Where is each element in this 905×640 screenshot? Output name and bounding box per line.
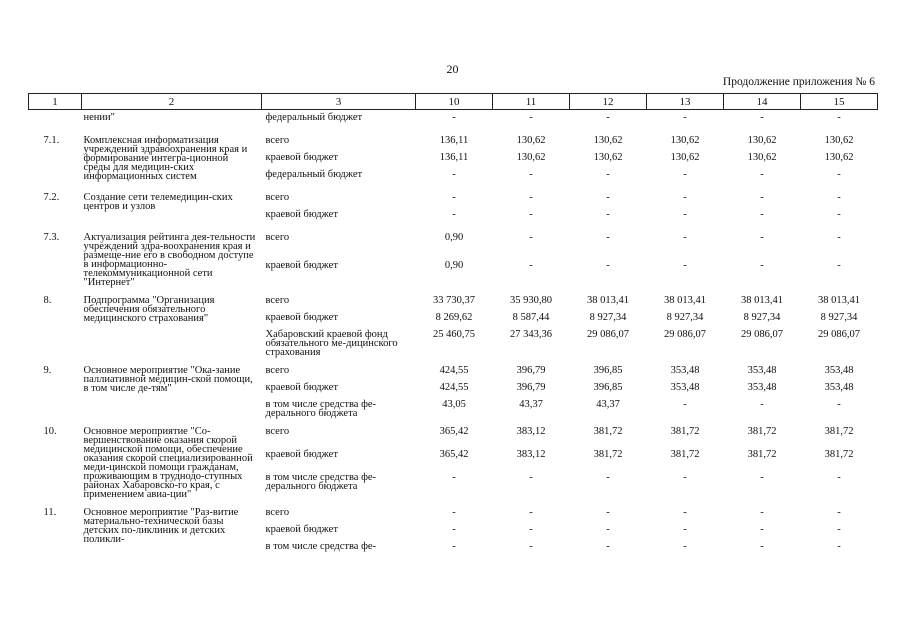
value-cell-11: 130,62 — [516, 151, 546, 163]
value-cell-12: 130,62 — [593, 134, 623, 146]
funding-source: краевой бюджет — [265, 208, 338, 220]
table-row — [29, 110, 878, 127]
value-cell-15: - — [837, 523, 841, 535]
value-cell-10: 43,05 — [442, 398, 466, 410]
value-cell-14: 38 013,41 — [741, 294, 783, 306]
value-cell-13: - — [683, 540, 687, 552]
value-cell-13: 38 013,41 — [664, 294, 706, 306]
value-cell-13: 29 086,07 — [664, 328, 706, 340]
value-cell-14: 381,72 — [747, 448, 777, 460]
value-cell-14: - — [760, 231, 764, 243]
table-row — [29, 363, 878, 380]
value-cell-11: 383,12 — [516, 425, 546, 437]
value-cell-15: 29 086,07 — [818, 328, 860, 340]
value-cell-12: 396,85 — [593, 364, 623, 376]
value-cell-13: - — [683, 471, 687, 483]
value-cell-14: 353,48 — [747, 381, 777, 393]
value-cell-12: - — [606, 506, 610, 518]
row-number: 7.1. — [43, 134, 60, 146]
value-cell-12: 381,72 — [593, 448, 623, 460]
value-cell-12: 38 013,41 — [587, 294, 629, 306]
value-cell-13: - — [683, 191, 687, 203]
row-number: 11. — [43, 506, 57, 518]
value-cell-13: - — [683, 260, 687, 271]
column-header-14: 14 — [724, 94, 801, 110]
value-cell-15: - — [837, 112, 841, 123]
value-cell-13: - — [683, 523, 687, 535]
table-row — [29, 505, 878, 522]
value-cell-11: 27 343,36 — [510, 328, 552, 340]
value-cell-10: 424,55 — [439, 381, 469, 393]
value-cell-10: 365,42 — [439, 425, 469, 437]
funding-source: всего — [265, 231, 290, 243]
table-body — [29, 110, 878, 556]
value-cell-12: - — [606, 540, 610, 552]
value-cell-13: 130,62 — [670, 151, 700, 163]
value-cell-10: - — [452, 208, 456, 220]
value-cell-10: 0,90 — [444, 231, 464, 243]
continuation-label: Продолжение приложения № 6 — [722, 76, 875, 88]
row-number: 10. — [43, 425, 57, 437]
activity-name: Создание сети телемедицин-ских центров и узлов — [83, 191, 233, 212]
activity-name: Комплексная информатизация учреждений здравоохранения края и формирование интегра-ционной среды для медицин-ских информационных систем — [83, 134, 248, 182]
value-cell-12: - — [606, 112, 610, 123]
value-cell-14: 8 927,34 — [743, 311, 781, 323]
row-number: 7.2. — [43, 191, 60, 203]
value-cell-14: - — [760, 260, 764, 271]
value-cell-13: 381,72 — [670, 448, 700, 460]
value-cell-14: - — [760, 191, 764, 203]
value-cell-14: - — [760, 112, 764, 123]
value-cell-15: - — [837, 191, 841, 203]
value-cell-14: 130,62 — [747, 151, 777, 163]
value-cell-15: - — [837, 471, 841, 483]
value-cell-15: 353,48 — [824, 364, 854, 376]
column-header-3: 3 — [262, 94, 416, 110]
funding-source: Хабаровский краевой фонд обязательного ме-дицинского страхования — [265, 328, 398, 358]
value-cell-15: - — [837, 398, 841, 410]
value-cell-13: - — [683, 398, 687, 410]
row-number — [29, 110, 82, 127]
value-cell-10: 0,90 — [444, 260, 464, 271]
value-cell-10: - — [452, 191, 456, 203]
value-cell-15: - — [837, 208, 841, 220]
funding-source: в том числе средства фе-дерального бюджета — [265, 471, 377, 492]
value-cell-12: 130,62 — [593, 151, 623, 163]
value-cell-11: - — [529, 191, 533, 203]
value-cell-13: - — [683, 231, 687, 243]
value-cell-10: - — [452, 168, 456, 180]
value-cell-11: 43,37 — [519, 398, 543, 410]
value-cell-13: 8 927,34 — [666, 311, 704, 323]
value-cell-10: - — [452, 112, 456, 123]
funding-source: всего — [265, 294, 290, 306]
funding-source: федеральный бюджет — [265, 112, 363, 123]
funding-source: краевой бюджет — [265, 311, 338, 323]
value-cell-11: 8 587,44 — [512, 311, 550, 323]
value-cell-13: 381,72 — [670, 425, 700, 437]
value-cell-12: - — [606, 523, 610, 535]
funding-source: всего — [265, 506, 290, 518]
value-cell-13: 353,48 — [670, 381, 700, 393]
activity-name: нении" — [83, 112, 115, 123]
value-cell-15: 8 927,34 — [820, 311, 858, 323]
value-cell-12: 381,72 — [593, 425, 623, 437]
value-cell-14: - — [760, 523, 764, 535]
column-header-11: 11 — [493, 94, 570, 110]
value-cell-11: - — [529, 260, 533, 271]
value-cell-15: 381,72 — [824, 425, 854, 437]
funding-source: всего — [265, 425, 290, 437]
value-cell-15: - — [837, 168, 841, 180]
value-cell-14: - — [760, 471, 764, 483]
funding-source: всего — [265, 364, 290, 376]
value-cell-11: 396,79 — [516, 364, 546, 376]
table-row — [29, 230, 878, 259]
value-cell-11: 130,62 — [516, 134, 546, 146]
value-cell-10: - — [452, 471, 456, 483]
funding-source: всего — [265, 191, 290, 203]
funding-source: федеральный бюджет — [265, 168, 363, 180]
column-header-1: 1 — [29, 94, 82, 110]
value-cell-13: 130,62 — [670, 134, 700, 146]
activity-name: Актуализация рейтинга дея-тельности учреждений здра-воохранения края и размеще-ние его в свободном доступе в информационно-телекоммуникационной сети "Интернет" — [83, 231, 256, 288]
value-cell-15: 130,62 — [824, 134, 854, 146]
funding-source: краевой бюджет — [265, 523, 338, 535]
value-cell-14: - — [760, 540, 764, 552]
value-cell-13: - — [683, 112, 687, 123]
value-cell-10: 25 460,75 — [433, 328, 475, 340]
value-cell-12: 29 086,07 — [587, 328, 629, 340]
column-header-10: 10 — [416, 94, 493, 110]
value-cell-14: - — [760, 168, 764, 180]
value-cell-12: - — [606, 260, 610, 271]
value-cell-10: 33 730,37 — [433, 294, 475, 306]
value-cell-11: - — [529, 471, 533, 483]
value-cell-10: 136,11 — [439, 151, 469, 163]
activity-name: Подпрограмма "Организация обеспечения обязательного медицинского страхования" — [83, 294, 215, 324]
value-cell-12: 43,37 — [596, 398, 620, 410]
value-cell-15: 353,48 — [824, 381, 854, 393]
value-cell-14: - — [760, 398, 764, 410]
table-row — [29, 190, 878, 207]
value-cell-13: 353,48 — [670, 364, 700, 376]
value-cell-10: 365,42 — [439, 448, 469, 460]
value-cell-14: 381,72 — [747, 425, 777, 437]
value-cell-15: - — [837, 540, 841, 552]
funding-source: краевой бюджет — [265, 151, 338, 163]
value-cell-14: - — [760, 506, 764, 518]
value-cell-12: - — [606, 208, 610, 220]
value-cell-11: - — [529, 523, 533, 535]
row-number: 8. — [43, 294, 52, 306]
funding-source: в том числе средства фе-дерального бюджета — [265, 398, 377, 419]
table-row — [29, 133, 878, 150]
value-cell-12: - — [606, 471, 610, 483]
value-cell-15: - — [837, 260, 841, 271]
column-header-13: 13 — [647, 94, 724, 110]
activity-name: Основное мероприятие "Раз-витие материально-технической базы детских по-ликлиник и детских поликли- — [83, 506, 239, 545]
funding-source: краевой бюджет — [265, 381, 338, 393]
value-cell-10: 136,11 — [439, 134, 469, 146]
value-cell-11: - — [529, 231, 533, 243]
value-cell-12: - — [606, 191, 610, 203]
value-cell-12: - — [606, 168, 610, 180]
value-cell-14: - — [760, 208, 764, 220]
table-row — [29, 293, 878, 310]
value-cell-13: - — [683, 506, 687, 518]
value-cell-15: 38 013,41 — [818, 294, 860, 306]
value-cell-15: 130,62 — [824, 151, 854, 163]
value-cell-10: 424,55 — [439, 364, 469, 376]
value-cell-11: 396,79 — [516, 381, 546, 393]
value-cell-12: 8 927,34 — [589, 311, 627, 323]
page-number: 20 — [446, 62, 459, 76]
value-cell-14: 29 086,07 — [741, 328, 783, 340]
funding-source: в том числе средства фе- — [265, 540, 377, 552]
value-cell-11: 383,12 — [516, 448, 546, 460]
value-cell-11: - — [529, 112, 533, 123]
activity-name: Основное мероприятие "Ока-зание паллиативной медицин-ской помощи, в том числе де-тям" — [83, 364, 253, 394]
budget-table-container — [28, 93, 877, 556]
value-cell-10: - — [452, 523, 456, 535]
value-cell-10: 8 269,62 — [435, 311, 473, 323]
column-header-15: 15 — [801, 94, 878, 110]
value-cell-11: - — [529, 506, 533, 518]
value-cell-12: - — [606, 231, 610, 243]
column-header-12: 12 — [570, 94, 647, 110]
value-cell-10: - — [452, 506, 456, 518]
budget-table — [28, 93, 878, 556]
value-cell-13: - — [683, 168, 687, 180]
table-header-row — [29, 94, 878, 110]
funding-source: всего — [265, 134, 290, 146]
column-header-2: 2 — [82, 94, 262, 110]
funding-source: краевой бюджет — [265, 448, 338, 460]
table-row — [29, 424, 878, 447]
activity-name: Основное мероприятие "Со-вершенствование оказания скорой медицинской помощи, обеспечение оказания скорой специализированной меди-цинской помощи гражданам, проживающим в труднодо-ступных районах Хабаровско-го края, с применением авиа-ции" — [83, 425, 253, 500]
value-cell-12: 396,85 — [593, 381, 623, 393]
value-cell-14: 130,62 — [747, 134, 777, 146]
row-number: 7.3. — [43, 231, 60, 243]
value-cell-14: 353,48 — [747, 364, 777, 376]
value-cell-11: - — [529, 208, 533, 220]
funding-source: краевой бюджет — [265, 260, 338, 271]
value-cell-15: - — [837, 506, 841, 518]
value-cell-15: 381,72 — [824, 448, 854, 460]
value-cell-11: - — [529, 168, 533, 180]
row-number: 9. — [43, 364, 52, 376]
value-cell-11: 35 930,80 — [510, 294, 552, 306]
value-cell-11: - — [529, 540, 533, 552]
value-cell-10: - — [452, 540, 456, 552]
value-cell-13: - — [683, 208, 687, 220]
value-cell-15: - — [837, 231, 841, 243]
